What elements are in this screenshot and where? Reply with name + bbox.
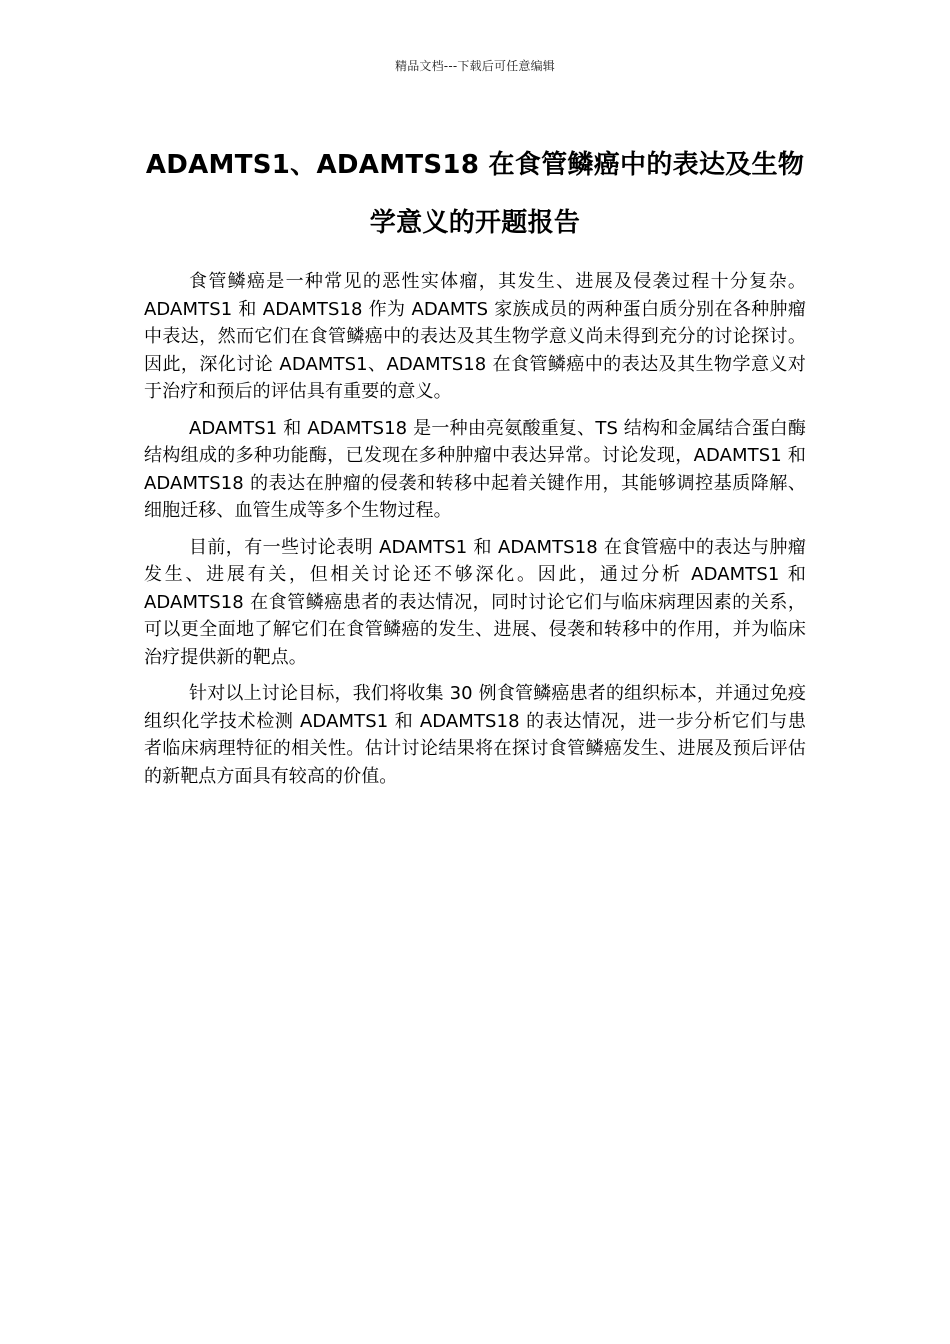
paragraph-2: ADAMTS1 和 ADAMTS18 是一种由亮氨酸重复、TS 结构和金属结合蛋白酶结构组成的多种功能酶，已发现在多种肿瘤中表达异常。讨论发现，ADAMTS1 和 ADAMTS18 的表达在肿瘤的侵袭和转移中起着关键作用，其能够调控基质降解、细胞迁移、血管生成等多个生物过程。	[144, 417, 806, 521]
paragraph-1: 食管鳞癌是一种常见的恶性实体瘤，其发生、进展及侵袭过程十分复杂。ADAMTS1 和 ADAMTS18 作为 ADAMTS 家族成员的两种蛋白质分别在各种肿瘤中表达，然而它们在食管鳞癌中的表达及其生物学意义尚未得到充分的讨论探讨。因此，深化讨论 ADAMTS1、ADAMTS18 在食管鳞癌中的表达及其生物学意义对于治疗和预后的评估具有重要的意义。	[144, 271, 806, 402]
document-title: ADAMTS1、ADAMTS18 在食管鳞癌中的表达及生物学意义的开题报告	[145, 150, 805, 238]
paragraph-4: 针对以上讨论目标，我们将收集 30 例食管鳞癌患者的组织标本，并通过免疫组织化学技术检测 ADAMTS1 和 ADAMTS18 的表达情况，进一步分析它们与患者临床病理特征的相关性。估计讨论结果将在探讨食管鳞癌发生、进展及预后评估的新靶点方面具有较高的价值。	[144, 683, 806, 787]
paragraph-3: 目前，有一些讨论表明 ADAMTS1 和 ADAMTS18 在食管癌中的表达与肿瘤发生、进展有关，但相关讨论还不够深化。因此，通过分析 ADAMTS1 和 ADAMTS18 在食管鳞癌患者的表达情况，同时讨论它们与临床病理因素的关系，可以更全面地了解它们在食管鳞癌的发生、进展、侵袭和转移中的作用，并为临床治疗提供新的靶点。	[144, 536, 806, 668]
document-body	[144, 268, 806, 799]
header-note: 精品文档---下载后可任意编辑	[395, 59, 555, 73]
